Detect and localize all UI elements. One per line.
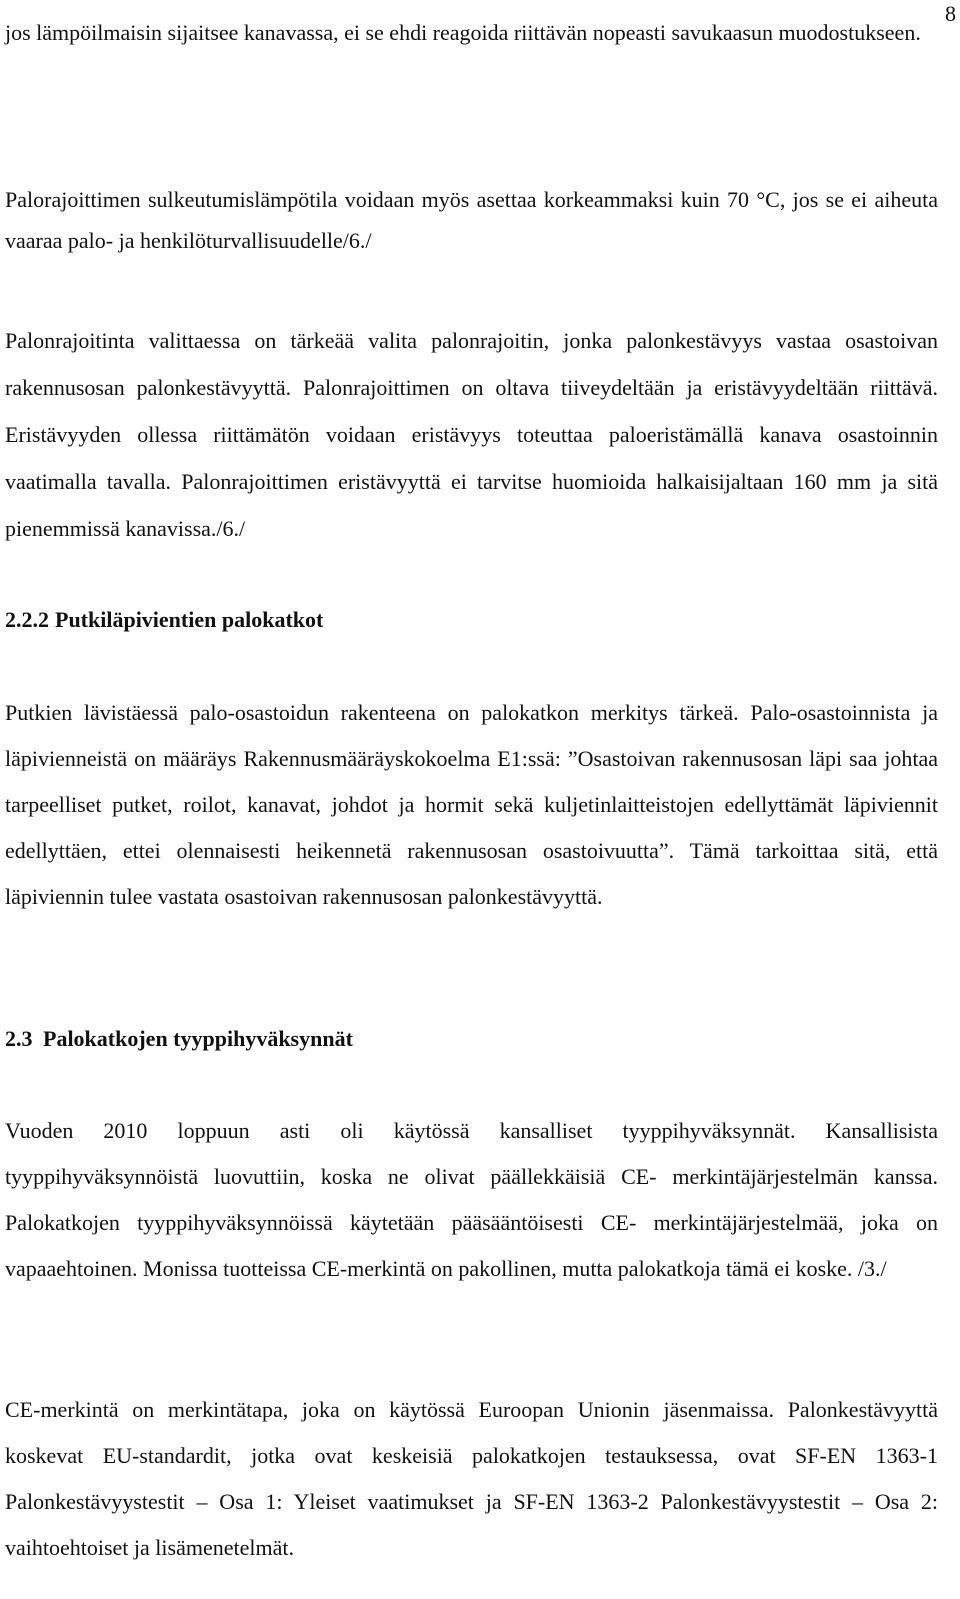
section-number: 2.2.2	[5, 607, 49, 632]
paragraph-ce-marking: CE-merkintä on merkintätapa, joka on käytössä Euroopan Unionin jäsenmaissa. Palonkestävyyttä koskevat EU-standardit, jotka ovat keskeisiä palokatkojen testauksessa, ovat SF-EN 1363-1 Palonkestävyystestit – Osa 1: Yleiset vaatimukset ja SF-EN 1363-2 Palonkestävyystestit – Osa 2: vaihtoehtoiset ja lisämenetelmät.	[5, 1397, 938, 1560]
section-title: Palokatkojen tyyppihyväksynnät	[43, 1026, 353, 1051]
paragraph-closing-temperature: Palorajoittimen sulkeutumislämpötila voidaan myös asettaa korkeammaksi kuin 70 °C, jos se ei aiheuta vaaraa palo- ja henkilöturvallisuudelle/6./	[5, 187, 938, 253]
paragraph-pipe-penetrations: Putkien lävistäessä palo-osastoidun rakenteena on palokatkon merkitys tärkeä. Palo-osastoinnista ja läpivienneistä on määräys Rakennusmääräyskokoelma E1:ssä: ”Osastoivan rakennusosan läpi saa johtaa tarpeelliset putket, roilot, kanavat, johdot ja hormit sekä kuljetinlaitteistojen edellyttämät läpiviennit edellyttäen, ettei olennaisesti heikennetä rakennusosan osastoivuutta”. Tämä tarkoittaa sitä, että läpiviennin tulee vastata osastoivan rakennusosan palonkestävyyttä.	[5, 700, 938, 909]
paragraph-type-approvals: Vuoden 2010 loppuun asti oli käytössä kansalliset tyyppihyväksynnät. Kansallisista tyyppihyväksynnöistä luovuttiin, koska ne olivat päällekkäisiä CE- merkintäjärjestelmän kanssa. Palokatkojen tyyppihyväksynnöissä käytetään pääsääntöisesti CE- merkintäjärjestelmää, joka on vapaaehtoinen. Monissa tuotteissa CE-merkintä on pakollinen, mutta palokatkoja tämä ei koske. /3./	[5, 1118, 938, 1281]
section-number: 2.3	[5, 1026, 33, 1051]
page-number: 8	[945, 1, 956, 26]
section-heading-2-2-2	[5, 605, 323, 635]
section-title: Putkiläpivientien palokatkot	[55, 607, 324, 632]
paragraph-heat-detector: jos lämpöilmaisin sijaitsee kanavassa, ei se ehdi reagoida riittävän nopeasti savukaasun muodostukseen.	[5, 20, 921, 45]
section-heading-2-3	[5, 1024, 353, 1054]
paragraph-fire-damper-selection: Palonrajoitinta valittaessa on tärkeää valita palonrajoitin, jonka palonkestävyys vastaa osastoivan rakennusosan palonkestävyyttä. Palonrajoittimen on oltava tiiveydeltään ja eristävyydeltään riittävä. Eristävyyden ollessa riittämätön voidaan eristävyys toteuttaa paloeristämällä kanava osastoinnin vaatimalla tavalla. Palonrajoittimen eristävyyttä ei tarvitse huomioida halkaisijaltaan 160 mm ja sitä pienemmissä kanavissa./6./	[5, 328, 938, 541]
